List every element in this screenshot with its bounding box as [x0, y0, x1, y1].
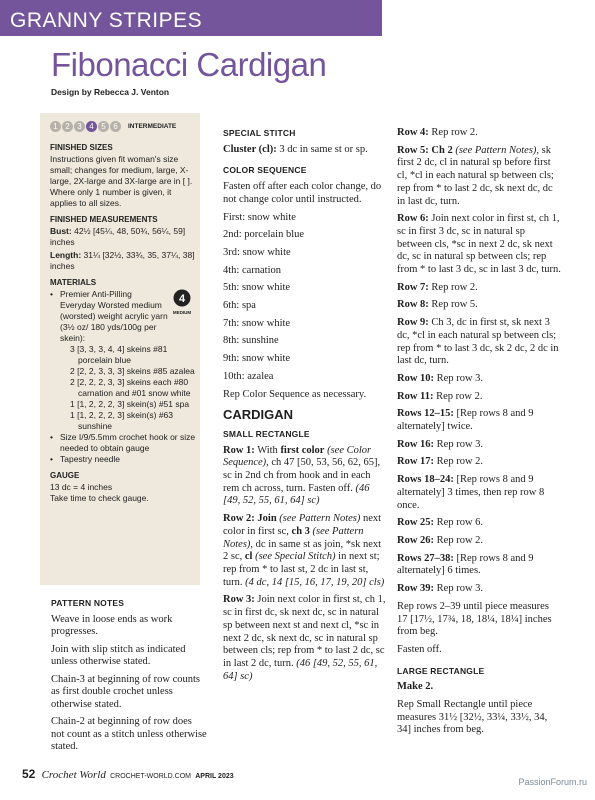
- row-1: Row 1: With first color (see Color Sequence), ch 47 [50, 53, 56, 62, 65], sc in 2nd ch from hook and in each rem ch across, turn. Fasten off. (46 [49, 52, 55, 61, 64] sc): [223, 444, 381, 507]
- row-10: Row 10: Rep row 3.: [397, 372, 484, 384]
- pattern-notes-heading: PATTERN NOTES: [51, 598, 125, 608]
- pattern-notes: [51, 597, 207, 759]
- finished-sizes-text: Instructions given fit woman's size small; changes for medium, large, X-large, 2X-large and 3X-large are in [ ]. Where only 1 number is given, it applies to all sizes.: [50, 154, 193, 208]
- row-7: Row 7: Rep row 2.: [397, 281, 478, 293]
- make-2: Make 2.: [397, 681, 434, 693]
- color-item: 10th: azalea: [223, 370, 274, 382]
- row-8: Row 8: Rep row 5.: [397, 299, 478, 311]
- length-measurement: Length: 31¼ [32½, 33¾, 35, 37¼, 38] inches: [50, 250, 195, 271]
- level-4-icon: 4: [86, 121, 97, 132]
- level-5-icon: 5: [98, 121, 109, 132]
- rows-27-38: Rows 27–38: [Rep rows 8 and 9 alternately] 6 times.: [397, 552, 534, 577]
- row-9: Row 9: Ch 3, dc in first st, sk next 3 dc, *cl in each natural sp between cls; rep from * to last 3 dc, sk 2 dc, 2 dc in last dc, turn.: [397, 317, 559, 367]
- color-item: 4th: carnation: [223, 264, 282, 276]
- magazine-name: Crochet World: [41, 769, 106, 781]
- instructions-column-1: [223, 127, 388, 688]
- level-1-icon: 1: [50, 121, 61, 132]
- row-17: Row 17: Rep row 2.: [397, 456, 484, 468]
- color-item: 5th: snow white: [223, 282, 291, 294]
- skein-item: 2 [2, 2, 3, 3, 3] skeins #85 azalea: [70, 366, 195, 376]
- small-rectangle-heading: SMALL RECTANGLE: [223, 428, 310, 439]
- row-25: Row 25: Rep row 6.: [397, 517, 484, 529]
- page-footer: [22, 767, 234, 781]
- finished-measurements-heading: FINISHED MEASUREMENTS: [50, 215, 158, 224]
- row-4: Row 4: Rep row 2.: [397, 127, 478, 138]
- skein-item: 2 [2, 2, 2, 3, 3] skeins each #80 carnation and #01 snow white: [70, 377, 191, 398]
- rows-12-15: Rows 12–15: [Rep rows 8 and 9 alternately] twice.: [397, 408, 534, 433]
- skein-item: 1 [1, 2, 2, 2, 3] skein(s) #63 sunshine: [70, 410, 174, 431]
- note-item: Weave in loose ends as work progresses.: [51, 613, 173, 637]
- row-3: Row 3: Join next color in first st, ch 1, sc in first dc, sk next dc, sc in natural sp between next st and next cl, *sc in next 2 dc, sk next dc, sc in natural sp between cls; rep from * to last 2 dc, sc in last 2 dc, turn. (46 [49, 52, 55, 61, 64] sc): [223, 594, 386, 682]
- yarn-item: • Premier Anti-Pilling Everyday Worsted medium (worsted) weight acrylic yarn (3½ oz/ 180 yds/100g per skein):: [50, 289, 198, 344]
- cluster-definition: Cluster (cl): 3 dc in same st or sp.: [223, 143, 368, 155]
- color-item: 9th: snow white: [223, 353, 291, 365]
- color-item: 3rd: snow white: [223, 246, 291, 258]
- row-11: Row 11: Rep row 2.: [397, 390, 483, 402]
- level-6-icon: 6: [110, 121, 121, 132]
- level-3-icon: 3: [74, 121, 85, 132]
- info-sidebar: [40, 113, 200, 585]
- large-rectangle-heading: LARGE RECTANGLE: [397, 665, 485, 676]
- svg-text:MEDIUM: MEDIUM: [172, 310, 192, 315]
- color-item: 2nd: porcelain blue: [223, 229, 305, 241]
- level-2-icon: 2: [62, 121, 73, 132]
- page-title: Fibonacci Cardigan: [51, 46, 327, 83]
- color-sequence-heading: COLOR SEQUENCE: [223, 165, 307, 176]
- color-item: 7th: snow white: [223, 317, 291, 329]
- hook-item: • Size I/9/5.5mm crochet hook or size needed to obtain gauge: [50, 432, 198, 454]
- repeat-rows-note: Rep rows 2–39 until piece measures 17 [17½, 17¾, 18, 18¼, 18¼] inches from beg.: [397, 600, 552, 638]
- note-item: Chain-3 at beginning of row counts as first double crochet unless otherwise stated.: [51, 673, 201, 710]
- watermark: PassionForum.ru: [518, 777, 587, 787]
- color-item: First: snow white: [223, 211, 296, 223]
- row-39: Row 39: Rep row 3.: [397, 583, 484, 595]
- cardigan-heading: CARDIGAN: [223, 407, 294, 423]
- bust-measurement: Bust: 42½ [45¼, 48, 50¾, 56¼, 59] inches: [50, 226, 186, 247]
- finished-sizes-heading: FINISHED SIZES: [50, 143, 113, 152]
- color-item: 8th: sunshine: [223, 335, 279, 347]
- instructions-column-2: [397, 127, 562, 742]
- page-number: 52: [22, 767, 36, 781]
- note-item: Join with slip stitch as indicated unless otherwise stated.: [51, 643, 186, 667]
- materials-heading: MATERIALS: [50, 278, 97, 287]
- section-banner: [0, 0, 382, 36]
- svg-text:4: 4: [178, 293, 186, 305]
- needle-item: • Tapestry needle: [50, 454, 198, 465]
- row-26: Row 26: Rep row 2.: [397, 534, 484, 546]
- skein-item: 1 [1, 2, 2, 2, 3] skein(s) #51 spa: [70, 399, 190, 409]
- row-16: Row 16: Rep row 3.: [397, 438, 484, 450]
- designer-credit: Design by Rebecca J. Venton: [51, 87, 170, 97]
- magazine-url: CROCHET-WORLD.COM: [110, 773, 191, 780]
- gauge-text: 13 dc = 4 inches: [50, 482, 113, 492]
- skill-level: [50, 121, 198, 132]
- note-item: Chain-2 at beginning of row does not count as a stitch unless otherwise stated.: [51, 716, 207, 752]
- gauge-heading: GAUGE: [50, 471, 80, 480]
- rows-18-24: Rows 18–24: [Rep rows 8 and 9 alternately] 3 times, then rep row 8 once.: [397, 474, 545, 511]
- issue-date: APRIL 2023: [195, 773, 234, 780]
- skein-item: 3 [3, 3, 3, 4, 4] skeins #81 porcelain blue: [70, 344, 168, 365]
- fasten-off: Fasten off.: [397, 643, 442, 655]
- large-rectangle-text: Rep Small Rectangle until piece measures 31½ [32½, 33¼, 33½, 34, 34] inches from beg.: [397, 699, 548, 736]
- level-label: INTERMEDIATE: [128, 123, 177, 130]
- color-sequence-intro: Fasten off after each color change, do not change color until instructed.: [223, 181, 382, 205]
- color-item: 6th: spa: [223, 300, 256, 312]
- section-title: GRANNY STRIPES: [10, 9, 203, 32]
- row-5: Row 5: Ch 2 (see Pattern Notes), sk first 2 dc, cl in natural sp before first cl, *cl in each natural sp between cls; rep from * to last 2 dc, sk next dc, dc in last dc, turn.: [397, 144, 554, 207]
- row-2: Row 2: Join (see Pattern Notes) next color in first sc, ch 3 (see Pattern Notes), dc in same st as join, *sk next 2 sc, cl (see Special Stitch) in next st; rep from * to last st, 2 dc in last st, turn. (4 dc, 14 [15, 16, 17, 19, 20] cls): [223, 513, 385, 588]
- gauge-note: Take time to check gauge.: [50, 493, 149, 503]
- row-6: Row 6: Join next color in first st, ch 1, sc in first 3 dc, sc in natural sp between cls, *sc in next 2 dc, sk next dc, sc in natural sp between cls; rep from * to last 3 dc, sc in last 3 dc, turn.: [397, 213, 561, 276]
- repeat-color-note: Rep Color Sequence as necessary.: [223, 388, 367, 400]
- special-stitch-heading: SPECIAL STITCH: [223, 128, 296, 138]
